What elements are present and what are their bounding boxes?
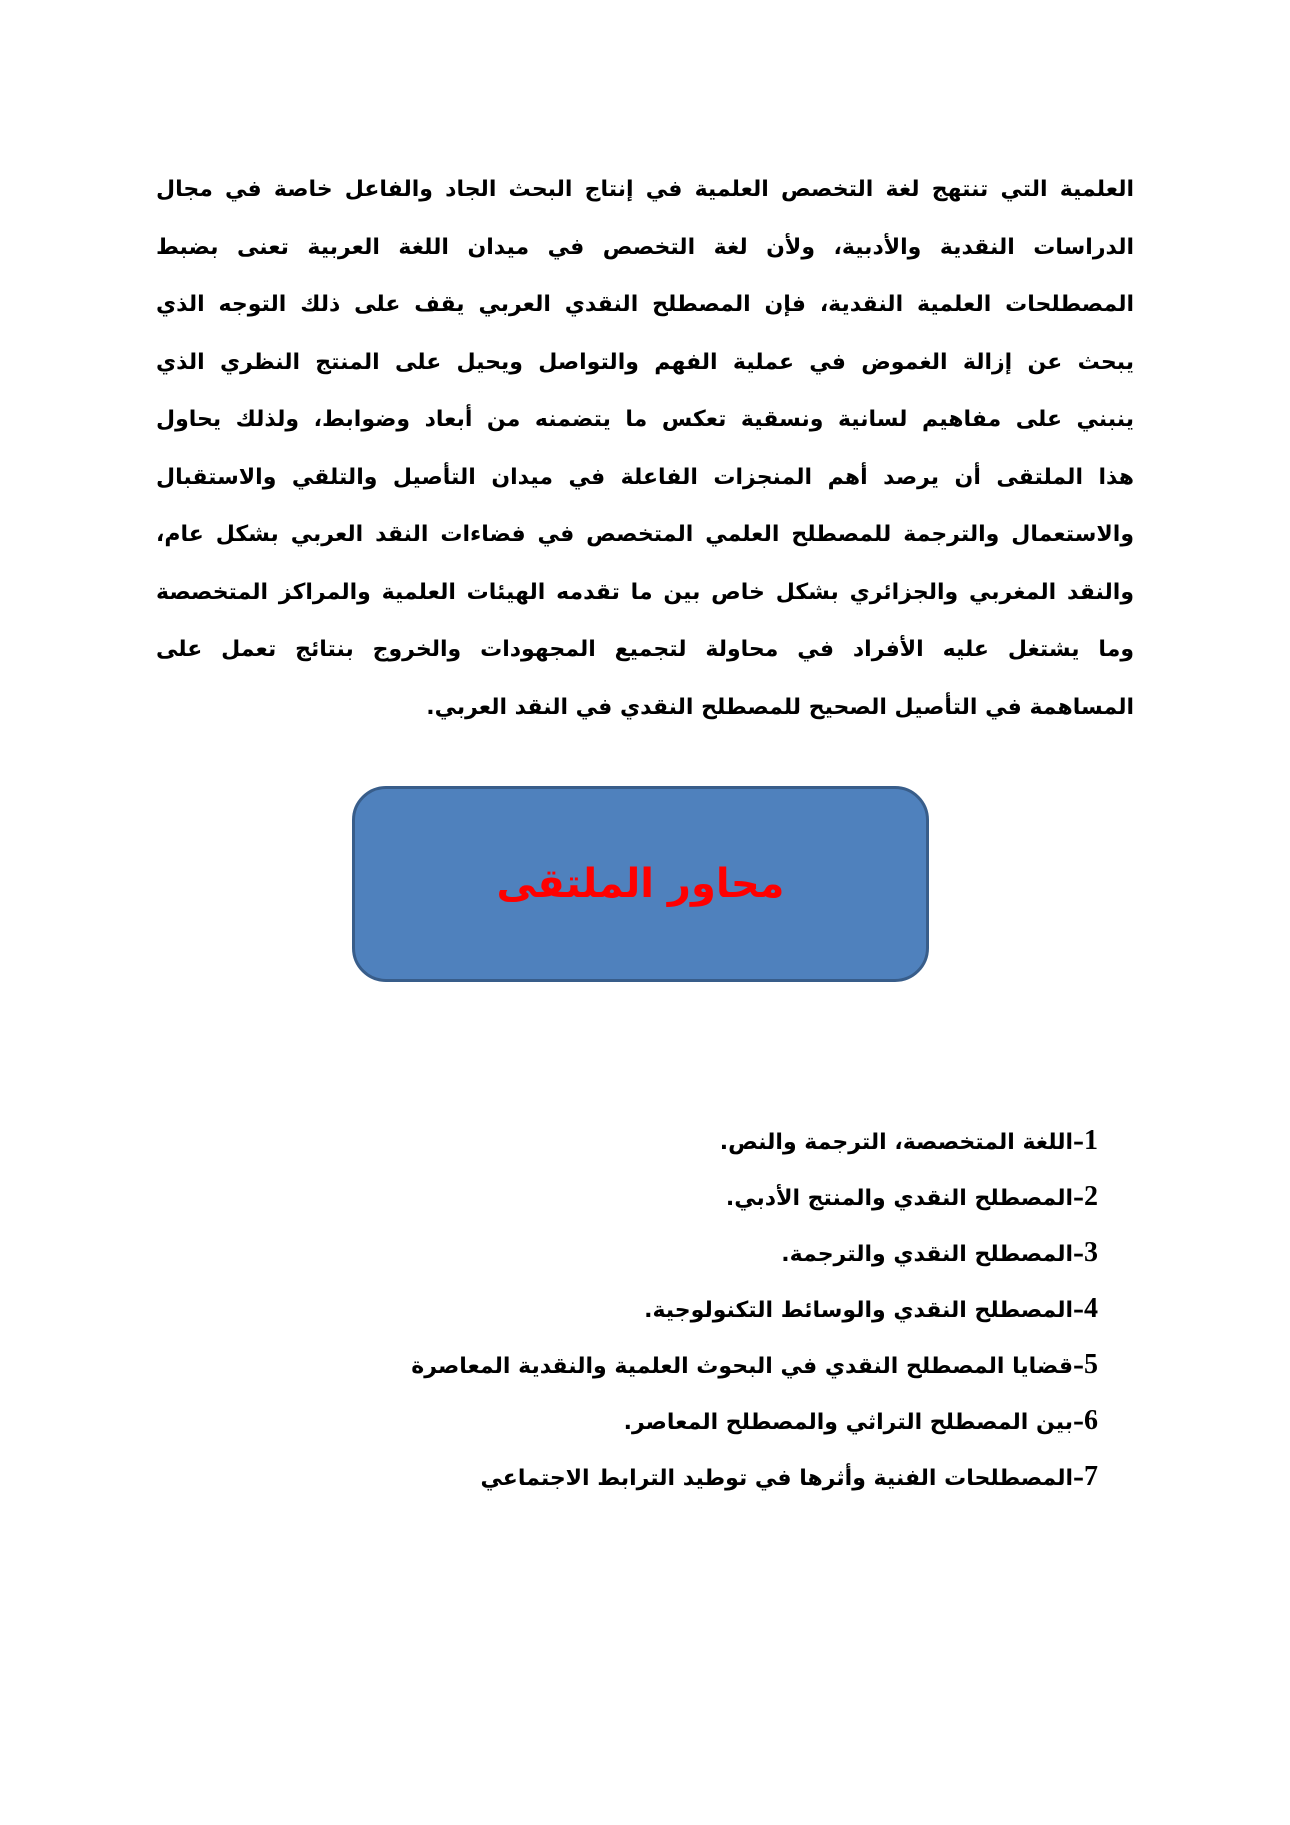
axis-text: –المصطلح النقدي والترجمة. [781,1242,1084,1267]
intro-line: الدراسات النقدية والأدبية، ولأن لغة التخصص في ميدان اللغة العربية تعنى بضبط [156,234,1134,260]
axis-number: 5 [1084,1349,1098,1380]
axis-item-2 [338,1169,1098,1225]
intro-paragraph [156,161,1134,736]
axis-text: –بين المصطلح التراثي والمصطلح المعاصر. [623,1410,1084,1435]
intro-line: المصطلحات العلمية النقدية، فإن المصطلح النقدي العربي يقف على ذلك التوجه الذي [156,292,1134,317]
axis-item-1 [338,1113,1098,1169]
axis-number: 3 [1084,1237,1098,1268]
section-title-box [352,786,929,982]
axis-text: –المصطلح النقدي والمنتج الأدبي. [725,1186,1084,1211]
intro-line: يبحث عن إزالة الغموض في عملية الفهم والتواصل ويحيل على المنتج النظري الذي [156,349,1134,375]
axis-item-5 [338,1337,1098,1393]
axis-text: –المصطلح النقدي والوسائط التكنولوجية. [644,1298,1084,1323]
axis-number: 6 [1084,1405,1098,1436]
axis-number: 1 [1084,1125,1098,1156]
intro-line: ينبني على مفاهيم لسانية ونسقية تعكس ما يتضمنه من أبعاد وضوابط، ولذلك يحاول [156,407,1134,432]
axis-text: –اللغة المتخصصة، الترجمة والنص. [719,1130,1084,1155]
intro-line: هذا الملتقى أن يرصد أهم المنجزات الفاعلة في ميدان التأصيل والتلقي والاستقبال [156,464,1134,490]
axis-number: 7 [1084,1461,1098,1492]
section-title: محاور الملتقى [496,861,785,907]
axis-number: 4 [1084,1293,1098,1324]
intro-line: والنقد المغربي والجزائري بشكل خاص بين ما تقدمه الهيئات العلمية والمراكز المتخصصة [156,579,1134,605]
intro-line: العلمية التي تنتهج لغة التخصص العلمية في إنتاج البحث الجاد والفاعل خاصة في مجال [156,177,1134,202]
axis-item-3 [338,1225,1098,1281]
axis-item-4 [338,1281,1098,1337]
axis-item-7 [338,1449,1098,1505]
axis-text: –قضايا المصطلح النقدي في البحوث العلمية والنقدية المعاصرة [411,1354,1084,1379]
intro-line: المساهمة في التأصيل الصحيح للمصطلح النقدي في النقد العربي. [426,694,1134,720]
axis-item-6 [338,1393,1098,1449]
axes-list [338,1113,1098,1505]
intro-line: وما يشتغل عليه الأفراد في محاولة لتجميع المجهودات والخروج بنتائج تعمل على [156,637,1134,662]
axis-text: –المصطلحات الفنية وأثرها في توطيد الترابط الاجتماعي [480,1466,1084,1491]
intro-line: والاستعمال والترجمة للمصطلح العلمي المتخصص في فضاءات النقد العربي بشكل عام، [156,522,1134,547]
axis-number: 2 [1084,1181,1098,1212]
